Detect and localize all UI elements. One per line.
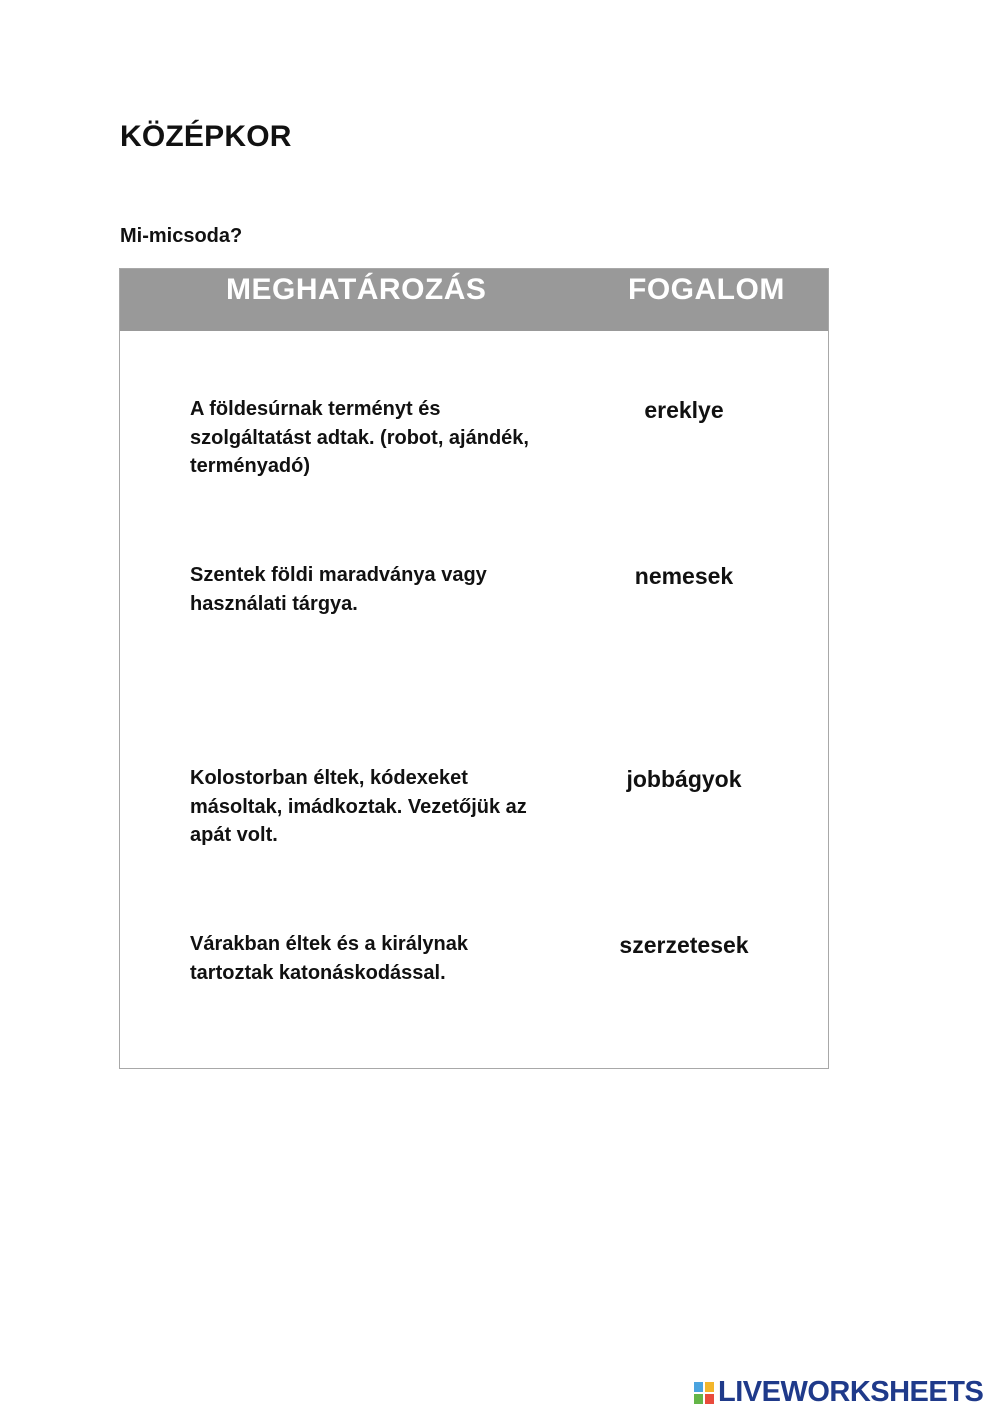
definition-2: Szentek földi maradványa vagy használati tárgya.	[190, 564, 487, 615]
term-2[interactable]: nemesek	[634, 563, 734, 589]
definition-1: A földesúrnak terményt és szolgáltatást adtak. (robot, ajándék, terményadó)	[190, 398, 529, 477]
header-term: FOGALOM	[628, 273, 785, 306]
header-definition: MEGHATÁROZÁS	[226, 273, 487, 306]
definition-3: Kolostorban éltek, kódexeket másoltak, imádkoztak. Vezetőjük az apát volt.	[190, 767, 527, 846]
term-4[interactable]: szerzetesek	[619, 932, 749, 958]
matching-table	[119, 268, 829, 1069]
liveworksheets-brand	[693, 1376, 983, 1409]
term-1[interactable]: ereklye	[644, 397, 724, 423]
definition-4: Várakban éltek és a királynak tartoztak katonáskodással.	[190, 933, 468, 984]
brand-name: LIVEWORKSHEETS	[718, 1376, 984, 1408]
subtitle: Mi-micsoda?	[120, 225, 243, 247]
liveworksheets-logo-icon	[693, 1381, 715, 1405]
term-3[interactable]: jobbágyok	[626, 766, 742, 792]
table-header	[120, 269, 828, 331]
page-title: KÖZÉPKOR	[120, 120, 292, 153]
